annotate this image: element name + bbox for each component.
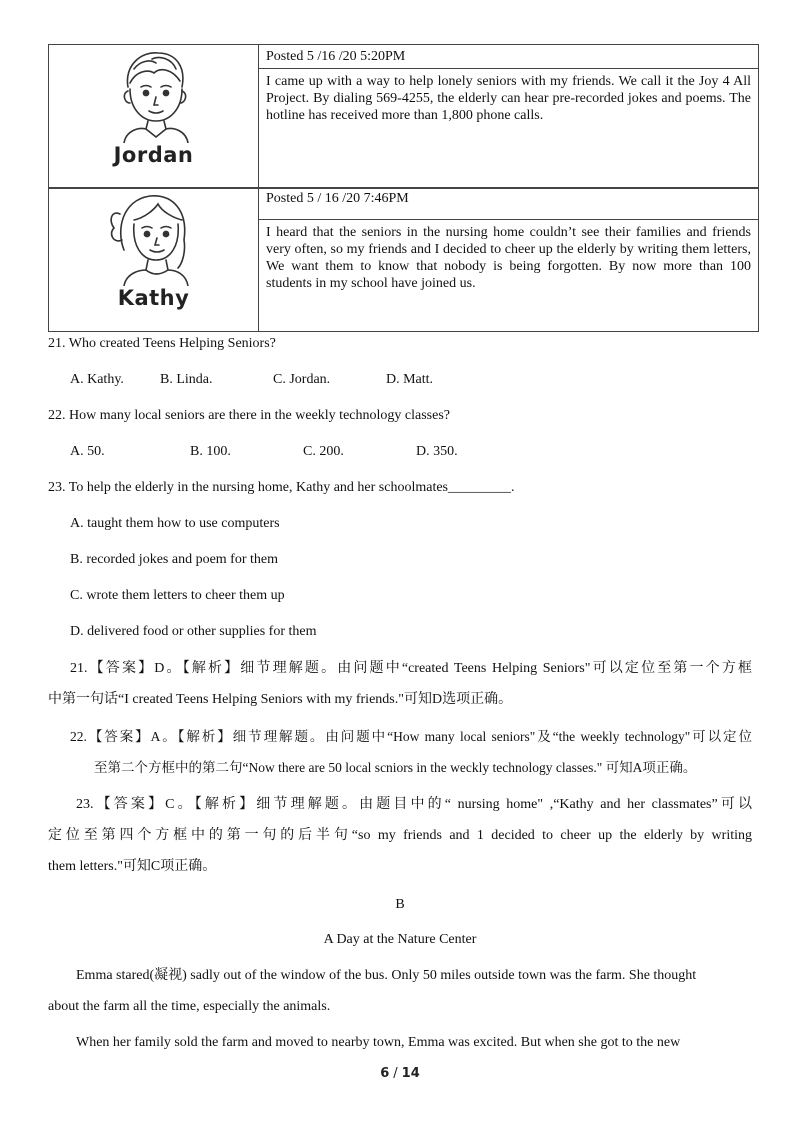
avatar-name-jordan: Jordan [113, 143, 194, 167]
question-21-stem: 21. Who created Teens Helping Seniors? [48, 336, 276, 351]
post-content-kathy [259, 188, 759, 332]
post-timestamp: Posted 5 / 16 /20 7:46PM [259, 188, 758, 220]
question-23-stem: 23. To help the elderly in the nursing home, Kathy and her schoolmates_________. [48, 480, 515, 495]
post-row-kathy [49, 188, 759, 332]
option-a: A. taught them how to use computers [70, 516, 280, 531]
answer-21-line2: 中第一句话“I created Teens Helping Seniors with my friends."可知D选项正确。 [48, 692, 513, 707]
answer-21-line1: 21.【答案】D。【解析】细节理解题。由问题中“created Teens Helping Seniors"可以定位至第一个方框 [70, 661, 752, 676]
option-c: C. Jordan. [273, 372, 331, 387]
passage-title: A Day at the Nature Center [323, 932, 477, 947]
option-c: C. 200. [303, 444, 344, 459]
page-separator: / [393, 1066, 398, 1081]
question-22-options [70, 443, 458, 461]
passage-line: When her family sold the farm and moved to nearby town, Emma was excited. But when she got to the new [76, 1035, 681, 1050]
option-d: D. Matt. [386, 372, 434, 387]
page-footer [0, 1066, 800, 1081]
page-total: 14 [401, 1066, 420, 1081]
question-22-stem: 22. How many local seniors are there in the weekly technology classes? [48, 408, 450, 423]
post-content-jordan [259, 45, 759, 189]
section-label: B [395, 897, 405, 912]
avatar-name-kathy: Kathy [117, 286, 190, 310]
passage-line: about the farm all the time, especially the animals. [48, 999, 331, 1014]
posts-table [48, 44, 759, 189]
post-timestamp: Posted 5 /16 /20 5:20PM [259, 45, 758, 69]
question-21-options [70, 371, 433, 389]
option-a: A. 50. [70, 444, 105, 459]
boy-portrait-icon [94, 47, 214, 143]
post-text: I heard that the seniors in the nursing home couldn’t see their families and friends very often, so my friends and I decided to cheer up the elderly by writing them letters, We want them to know that nobody is being forgotten. By now more than 100 students in my school have joined us. [266, 225, 751, 291]
girl-portrait-icon [94, 190, 214, 286]
avatar-cell-kathy [49, 188, 259, 332]
option-b: B. 100. [190, 444, 231, 459]
post-text: I came up with a way to help lonely seniors with my friends. We call it the Joy 4 All Project. By dialing 569-4255, the elderly can hear pre-recorded jokes and poems. The hotline has received more than 1,800 phone calls. [266, 74, 751, 123]
option-b: B. recorded jokes and poem for them [70, 552, 278, 567]
answer-22-line1: 22.【答案】A。【解析】细节理解题。由问题中“How many local seniors"及“the weekly technology"可以定位 [70, 729, 752, 744]
avatar-cell-jordan [49, 45, 259, 189]
answer-23-line3: them letters."可知C项正确。 [48, 859, 217, 874]
option-d: D. 350. [416, 444, 458, 459]
post-row-jordan [49, 45, 759, 189]
passage-line: Emma stared(凝视) sadly out of the window of the bus. Only 50 miles outside town was the farm. She thought [76, 968, 697, 983]
option-d: D. delivered food or other supplies for them [70, 624, 317, 639]
answer-23-line1: 23.【答案】C。【解析】细节理解题。由题目中的“ nursing home" ,“Kathy and her classmates”可以 [76, 797, 752, 812]
option-b: B. Linda. [160, 372, 213, 387]
answer-22-line2: 至第二个方框中的第二句“Now there are 50 local scniors in the weckly technology classes." 可知A项正确。 [94, 760, 697, 775]
posts-table-second [48, 187, 759, 332]
answer-23-line2: 定位至第四个方框中的第一句的后半句“so my friends and 1 decided to cheer up the elderly by writing [48, 828, 752, 843]
option-a: A. Kathy. [70, 372, 124, 387]
option-c: C. wrote them letters to cheer them up [70, 588, 285, 603]
page-number: 6 [380, 1066, 390, 1081]
